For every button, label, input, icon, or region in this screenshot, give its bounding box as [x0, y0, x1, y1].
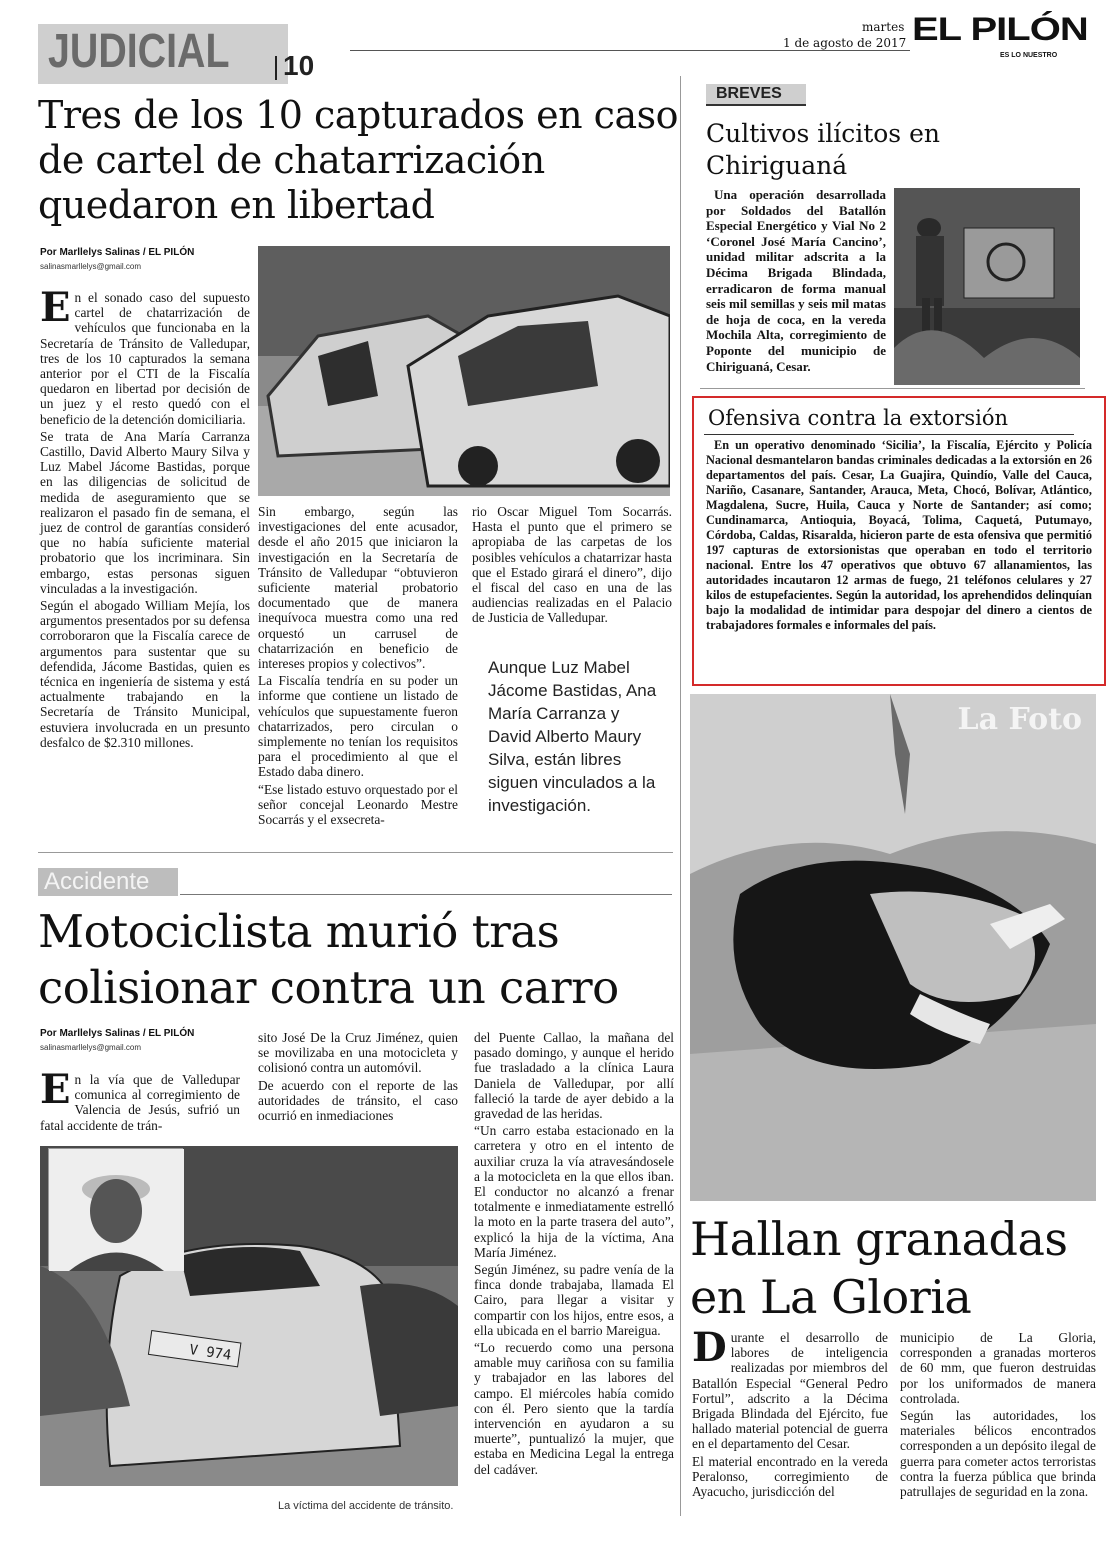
- article2-col3: [474, 1030, 674, 1479]
- issue-date: 1 de agosto de 2017: [783, 36, 907, 50]
- article2-kicker-text: Accidente: [44, 868, 150, 895]
- article2-col2: [258, 1030, 458, 1125]
- paper-slogan: ES LO NUESTRO: [1000, 52, 1058, 59]
- column-rule: [680, 76, 681, 1516]
- article2-photo: [40, 1146, 458, 1486]
- la-foto-photo: [690, 694, 1096, 1201]
- article2-col3-p3: Según Jiménez, su padre venía de la finca donde trabajaba, llamada El Cairo, para llegar a visitar y compartir con los hijos, entre esos, a ella ubicada en el barrio Mareigua.: [474, 1262, 674, 1338]
- article2-col1: [40, 1066, 240, 1135]
- article2-headline: Motociclista murió tras colisionar contra un carro: [38, 905, 619, 1014]
- article1-col1-p2: Se trata de Ana María Carranza Castillo, David Alberto Maury Silva y Luz Mabel Jácome Bastidas, porque en las diligencias de solicitud de medida de aseguramiento que se realizaron el pasado fin de semana, el juez de control de garantías consideró que no había suficiente material probatorio que los incriminara. Sin embargo, estas personas siguen vinculadas a la investigación.: [40, 428, 250, 596]
- article3-col1: [692, 1324, 888, 1501]
- scrapped-cars-image: [258, 246, 670, 496]
- paper-logo: EL PILÓN: [912, 12, 1088, 48]
- article1-bottom-rule: [38, 852, 673, 853]
- breves-label-text: BREVES: [716, 85, 782, 102]
- article1-dropcap: E: [40, 284, 71, 331]
- article1-col1-p3: Según el abogado William Mejía, los argumentos presentados por su defensa corroboraron que la Fiscalía carece de argumentos para sustentar que su defendida, Jácome Bastidas, quien es técnica en ingeniería de sistema y está actualmente trabajando en la Secretaría de Tránsito Municipal, estuviera involucrada en un presunto desfalco de $2.310 millones.: [40, 598, 250, 750]
- article3-col1-p2: El material encontrado en la vereda Peralonso, corregimiento de Ayacucho, jurisdicción del: [692, 1453, 888, 1500]
- article1-col3: [472, 504, 672, 628]
- article2-col2-p1: sito José De la Cruz Jiménez, quien se movilizaba en una motocicleta y colisionó contra un automóvil.: [258, 1030, 458, 1076]
- article1-col1: [40, 284, 250, 752]
- article3-col2-p1: municipio de La Gloria, corresponden a granadas morteros de 60 mm, que fueron destruidas por los uniformados de manera controlada.: [900, 1330, 1096, 1406]
- soldiers-coca-image: [894, 188, 1080, 385]
- extorsion-box: [692, 396, 1106, 686]
- article3-dropcap: D: [692, 1324, 727, 1371]
- extorsion-headline: Ofensiva contra la extorsión: [708, 406, 1009, 430]
- article1-photo: [258, 246, 670, 496]
- article2-dropcap: E: [40, 1066, 71, 1113]
- article1-col2: [258, 504, 458, 829]
- section-title: JUDICIAL: [48, 25, 230, 78]
- breves-headline: Cultivos ilícitos en Chiriguaná: [706, 119, 940, 180]
- license-plate: V 974: [188, 1342, 233, 1364]
- article1-col3-p1: rio Oscar Miguel Tom Socarrás. Hasta el punto que el primero se apropiaba de las carpetas de los posibles vehículos a chatarrizar hasta que el Estado girará el dinero”, dijo el fiscal del caso en una de las audiencias realizadas en el Palacio de Justicia de Valledupar.: [472, 504, 672, 626]
- article2-kicker-rule: [180, 894, 672, 895]
- article2-col3-p1: del Puente Callao, la mañana del pasado domingo, y aunque el herido fue trasladado a la clínica Laura Daniela de Valledupar, por allí falleció la tarde de ayer debido a la gravedad de las heridas.: [474, 1030, 674, 1122]
- section-divider: [275, 56, 277, 80]
- breves-bottom-rule: [700, 388, 1085, 389]
- article3-headline: Hallan granadas en La Gloria: [690, 1212, 1068, 1324]
- article1-col1-p1: n el sonado caso del supuesto cartel de chatarrización de vehículos que funcionaba en la Secretaría de Tránsito de Valledupar, tres de los 10 capturados la semana anterior por el CTI de la Fiscalía quedaron en libertad por decisión de un juez y el resto quedó con el beneficio de la detención domiciliaria.: [40, 290, 250, 427]
- breves-text: Una operación desarrollada por Soldados del Batallón Especial Energético y Vial No 2 ‘Coronel José María Cancino’, unidad militar adscrita a la Décima Brigada Blindada, erradicaron de forma manual seis mil semillas y seis mil matas de hoja de coca, en la vereda Mochila Alta, corregimiento de Poponte del municipio de Chiriguaná, Cesar.: [706, 187, 886, 374]
- article1-pullquote: Aunque Luz Mabel Jácome Bastidas, Ana María Carranza y David Alberto Maury Silva, están libres siguen vinculados a la investigación.: [488, 658, 657, 815]
- breves-photo: [894, 188, 1080, 385]
- article2-col3-p2: “Un carro estaba estacionado en la carretera y otro en el intento de auxiliar cruza la vía atravesándosele a la motocicleta en la que ellos iban. El conductor no alcanzó a frenar totalmente e inmediatamente estrelló la moto en la parte trasera del auto”, explicó la hija de la víctima, Ana María Jiménez.: [474, 1123, 674, 1260]
- article1-email: salinasmarllelys@gmail.com: [40, 262, 142, 271]
- article1-col2-p3: “Ese listado estuvo orquestado por el señor concejal Leonardo Mestre Socarrás y el exsecreta-: [258, 781, 458, 828]
- article2-email: salinasmarllelys@gmail.com: [40, 1043, 142, 1052]
- body-in-bag-image: [690, 694, 1096, 1201]
- article2-col2-p2: De acuerdo con el reporte de las autoridades de tránsito, el caso ocurrió en inmediaciones: [258, 1077, 458, 1124]
- article2-col3-p4: “Lo recuerdo como una persona amable muy cariñosa con su familia y trabajador en las labores del campo. El miércoles había comido con él. Pero siento que la tardía intervención en ayudaron a su muerte”, puntualizó la mujer, que estaba en Medicina Legal la entrega del cadáver.: [474, 1340, 674, 1477]
- article2-byline: Por Marllelys Salinas / EL PILÓN: [40, 1028, 195, 1039]
- extorsion-headline-rule: [704, 434, 1074, 435]
- article2-col1-p1: n la vía que de Valledupar comunica al corregimiento de Valencia de Jesús, sufrió un fatal accidente de trán-: [40, 1072, 240, 1133]
- article1-byline: Por Marllelys Salinas / EL PILÓN: [40, 247, 195, 258]
- la-foto-label: La Foto: [957, 702, 1082, 737]
- article1-col2-p1: Sin embargo, según las investigaciones del ente acusador, desde el año 2015 que iniciaron la investigación en la Secretaría de Tránsito de Valledupar “obtuvieron suficiente material probatorio documentado que de manera inequívoca muestra como una red orquestó un carrusel de chatarrización en beneficio de intereses propios y colectivos”.: [258, 504, 458, 672]
- victim-face-image: [49, 1149, 184, 1271]
- article1-col2-p2: La Fiscalía tendría en su poder un informe que contiene un listado de vehículos que supuestamente fueron chatarrizados, pero circulan o simplemente no tenían los requisitos para el procedimiento al que el Estado daba dinero.: [258, 673, 458, 780]
- page-number: 10: [283, 50, 315, 81]
- victim-portrait: [48, 1148, 183, 1270]
- article3-col1-p1: urante el desarrollo de labores de inteligencia realizadas por miembros del Batallón Especial “General Pedro Fortul”, adscrito a la Décima Brigada Blindada del Ejército, fue hallado material potencial de guerra en el departamento del Cesar.: [692, 1330, 888, 1452]
- article2-kicker: [38, 868, 178, 896]
- article1-headline: Tres de los 10 capturados en caso de cartel de chatarrización quedaron en libertad: [38, 93, 678, 227]
- issue-day: martes: [862, 20, 905, 34]
- article3-col2-p2: Según las autoridades, los materiales bélicos encontrados corresponden a un depósito ilegal de guerra para cometer actos terroristas contra la fuerza pública que brinda patrullajes de seguridad en la zona.: [900, 1408, 1096, 1500]
- extorsion-text: En un operativo denominado ‘Sicilia’, la Fiscalía, Ejército y Policía Nacional desmantelaron bandas criminales dedicadas a la extorsión en 26 departamentos del país. Cesar, La Guajira, Quindío, Valle del Cauca, Nariño, Casanare, Santander, Arauca, Meta, Chocó, Bolívar, Atlántico, Magdalena, Sucre, Huila, Cauca y Norte de Santander; así como; Cundinamarca, Antioquia, Boyacá, Tolima, Caquetá, Putumayo, Córdoba, Caldas, Risaralda, hicieron parte de esta ofensiva que permitió 197 capturas de extorsionistas que operaban en todo el territorio nacional. Entre los 47 operativos que obtuvo 67 allanamientos, las autoridades incautaron 12 armas de fuego, 21 teléfonos celulares y 27 kilos de estupefacientes. Según la autoridad, los aprehendidos delinquían bajo la modalidad de intimidar para despojar del dinero a cientos de trabajadores formales e informales del país.: [706, 438, 1092, 632]
- breves-label: [706, 84, 806, 106]
- section-header: [38, 16, 348, 86]
- top-rule: [350, 50, 910, 51]
- article2-photo-caption: La víctima del accidente de tránsito.: [278, 1500, 454, 1512]
- article3-col2: [900, 1330, 1096, 1501]
